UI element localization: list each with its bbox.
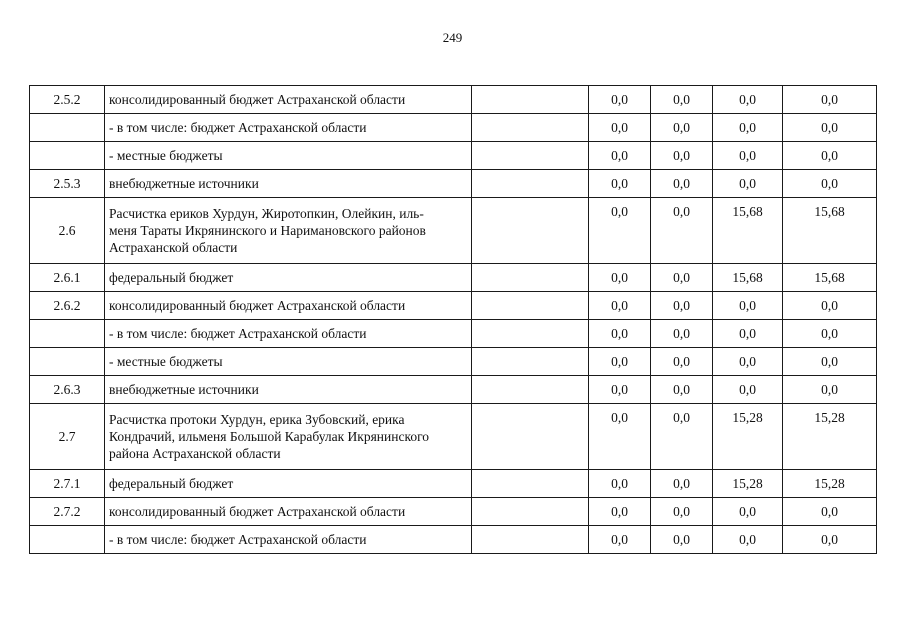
row-value-v1: 0,0	[589, 470, 651, 498]
row-code: 2.5.3	[30, 170, 105, 198]
table-row	[30, 114, 877, 142]
row-value-v4: 0,0	[783, 348, 877, 376]
row-value-v1: 0,0	[589, 86, 651, 114]
row-value-v1: 0,0	[589, 348, 651, 376]
row-blank-cell	[472, 114, 589, 142]
row-value-v4: 0,0	[783, 170, 877, 198]
row-value-v4: 15,28	[783, 470, 877, 498]
row-blank-cell	[472, 376, 589, 404]
row-name: внебюджетные источники	[105, 376, 472, 404]
row-value-v1: 0,0	[589, 526, 651, 554]
row-name: - в том числе: бюджет Астраханской области	[105, 320, 472, 348]
row-blank-cell	[472, 498, 589, 526]
row-code: 2.6	[30, 198, 105, 264]
table-row	[30, 348, 877, 376]
table-body	[30, 86, 877, 554]
row-blank-cell	[472, 170, 589, 198]
row-value-v4: 0,0	[783, 292, 877, 320]
row-value-v3: 0,0	[713, 292, 783, 320]
row-value-v2: 0,0	[651, 348, 713, 376]
row-value-v1: 0,0	[589, 292, 651, 320]
row-name: федеральный бюджет	[105, 470, 472, 498]
row-blank-cell	[472, 320, 589, 348]
row-blank-cell	[472, 470, 589, 498]
row-value-v3: 0,0	[713, 170, 783, 198]
page-number: 249	[442, 30, 463, 45]
row-value-v4: 15,28	[783, 404, 877, 470]
row-value-v4: 15,68	[783, 264, 877, 292]
row-value-v4: 0,0	[783, 86, 877, 114]
row-name-line: района Астраханской области	[109, 446, 281, 461]
row-value-v3: 0,0	[713, 348, 783, 376]
table-row	[30, 264, 877, 292]
row-name: внебюджетные источники	[105, 170, 472, 198]
row-value-v1: 0,0	[589, 198, 651, 264]
row-value-v2: 0,0	[651, 198, 713, 264]
row-value-v3: 0,0	[713, 86, 783, 114]
row-code: 2.5.2	[30, 86, 105, 114]
row-code: 2.6.3	[30, 376, 105, 404]
row-name: - в том числе: бюджет Астраханской области	[105, 526, 472, 554]
row-value-v2: 0,0	[651, 526, 713, 554]
row-name: федеральный бюджет	[105, 264, 472, 292]
row-value-v3: 15,68	[713, 198, 783, 264]
row-blank-cell	[472, 142, 589, 170]
row-name	[105, 404, 472, 470]
row-code: 2.7	[30, 404, 105, 470]
table-row	[30, 198, 877, 264]
row-value-v4: 0,0	[783, 114, 877, 142]
row-value-v2: 0,0	[651, 498, 713, 526]
table-row	[30, 404, 877, 470]
table-row	[30, 292, 877, 320]
row-value-v1: 0,0	[589, 404, 651, 470]
row-name: - местные бюджеты	[105, 142, 472, 170]
row-name: консолидированный бюджет Астраханской области	[105, 86, 472, 114]
row-value-v1: 0,0	[589, 170, 651, 198]
row-value-v4: 0,0	[783, 526, 877, 554]
row-value-v3: 0,0	[713, 142, 783, 170]
table-row	[30, 170, 877, 198]
row-name: - в том числе: бюджет Астраханской области	[105, 114, 472, 142]
row-name-line: Астраханской области	[109, 240, 238, 255]
row-blank-cell	[472, 264, 589, 292]
row-blank-cell	[472, 86, 589, 114]
table-row	[30, 86, 877, 114]
table-row	[30, 498, 877, 526]
row-value-v4: 0,0	[783, 376, 877, 404]
row-value-v3: 0,0	[713, 320, 783, 348]
row-name: консолидированный бюджет Астраханской области	[105, 498, 472, 526]
row-code	[30, 348, 105, 376]
table-row	[30, 470, 877, 498]
row-name: - местные бюджеты	[105, 348, 472, 376]
row-name-line: меня Тараты Икрянинского и Наримановского районов	[109, 223, 426, 238]
row-value-v2: 0,0	[651, 86, 713, 114]
row-value-v1: 0,0	[589, 114, 651, 142]
row-blank-cell	[472, 198, 589, 264]
row-code	[30, 320, 105, 348]
row-value-v4: 15,68	[783, 198, 877, 264]
table-row	[30, 526, 877, 554]
row-value-v2: 0,0	[651, 404, 713, 470]
row-code: 2.6.2	[30, 292, 105, 320]
row-code	[30, 142, 105, 170]
row-name: консолидированный бюджет Астраханской области	[105, 292, 472, 320]
row-code: 2.7.1	[30, 470, 105, 498]
row-value-v4: 0,0	[783, 498, 877, 526]
row-value-v1: 0,0	[589, 264, 651, 292]
row-value-v1: 0,0	[589, 320, 651, 348]
row-name-line: Расчистка ериков Хурдун, Жиротопкин, Олейкин, иль-	[109, 206, 424, 221]
row-value-v1: 0,0	[589, 142, 651, 170]
row-value-v1: 0,0	[589, 376, 651, 404]
row-value-v3: 0,0	[713, 526, 783, 554]
row-blank-cell	[472, 348, 589, 376]
row-value-v2: 0,0	[651, 170, 713, 198]
row-value-v3: 15,68	[713, 264, 783, 292]
row-value-v4: 0,0	[783, 142, 877, 170]
row-code: 2.7.2	[30, 498, 105, 526]
table-row	[30, 320, 877, 348]
table-row	[30, 142, 877, 170]
row-blank-cell	[472, 526, 589, 554]
table-row	[30, 376, 877, 404]
row-value-v3: 0,0	[713, 376, 783, 404]
row-value-v3: 15,28	[713, 404, 783, 470]
row-value-v3: 0,0	[713, 114, 783, 142]
row-code	[30, 526, 105, 554]
row-blank-cell	[472, 292, 589, 320]
row-code: 2.6.1	[30, 264, 105, 292]
row-name-line: Кондрачий, ильменя Большой Карабулак Икрянинского	[109, 429, 430, 444]
budget-table	[29, 85, 877, 554]
row-value-v2: 0,0	[651, 142, 713, 170]
row-blank-cell	[472, 404, 589, 470]
row-code	[30, 114, 105, 142]
row-value-v4: 0,0	[783, 320, 877, 348]
row-name	[105, 198, 472, 264]
row-value-v2: 0,0	[651, 264, 713, 292]
row-name-line: Расчистка протоки Хурдун, ерика Зубовский, ерика	[109, 412, 405, 427]
row-value-v2: 0,0	[651, 320, 713, 348]
row-value-v2: 0,0	[651, 114, 713, 142]
row-value-v2: 0,0	[651, 292, 713, 320]
row-value-v2: 0,0	[651, 376, 713, 404]
row-value-v2: 0,0	[651, 470, 713, 498]
row-value-v3: 15,28	[713, 470, 783, 498]
row-value-v3: 0,0	[713, 498, 783, 526]
row-value-v1: 0,0	[589, 498, 651, 526]
